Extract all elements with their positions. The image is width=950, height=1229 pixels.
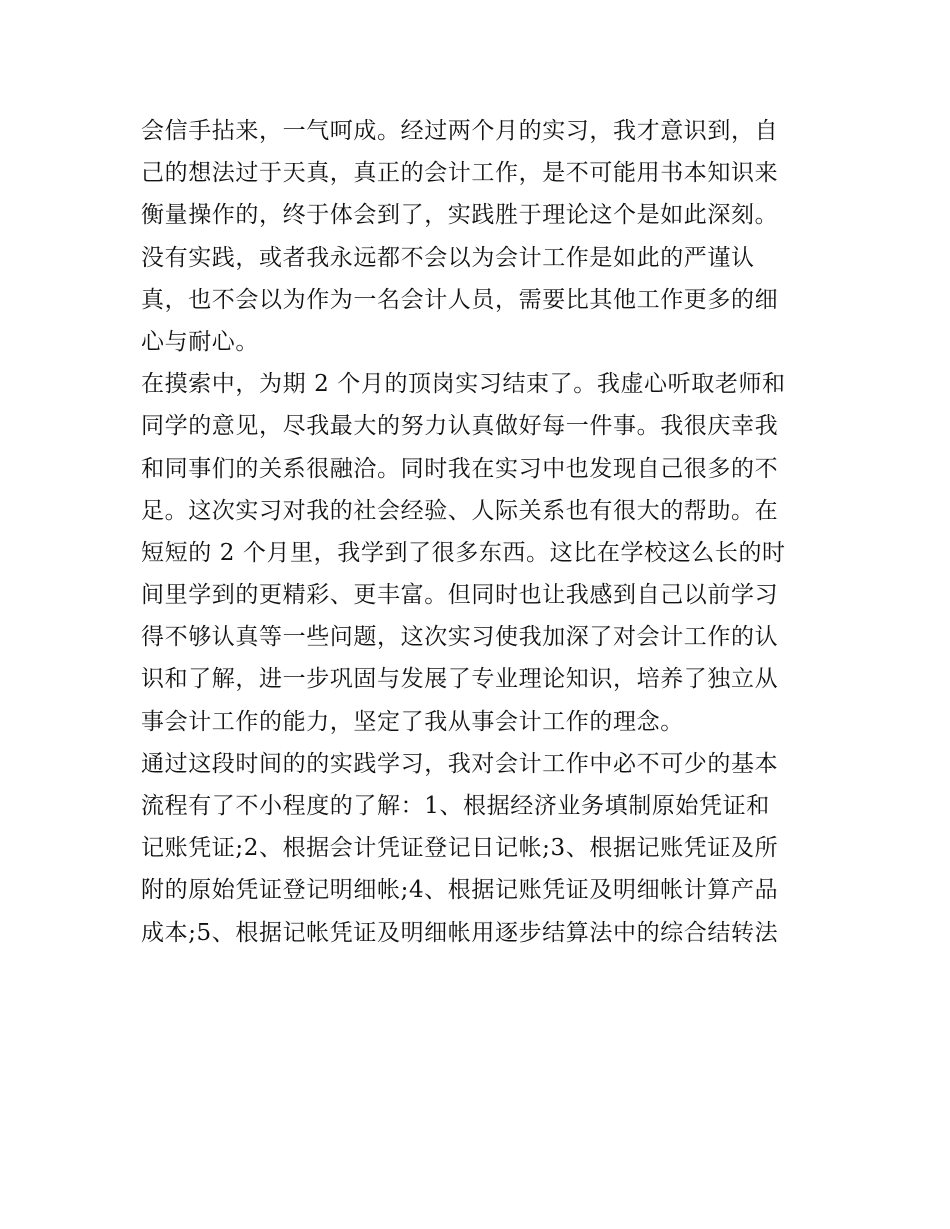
text-line: 足。这次实习对我的社会经验、人际关系也有很大的帮助。在 — [141, 497, 779, 524]
text-line: 间里学到的更精彩、更丰富。但同时也让我感到自己以前学习 — [141, 582, 779, 609]
text-line: 识和了解，进一步巩固与发展了专业理论知识，培养了独立从 — [141, 666, 779, 693]
document-body — [141, 110, 813, 954]
text-line: 成本;5、根据记帐凭证及明细帐用逐步结算法中的综合结转法 — [141, 919, 779, 946]
text-line: 得不够认真等一些问题，这次实习使我加深了对会计工作的认 — [141, 624, 779, 651]
text-line: 和同事们的关系很融洽。同时我在实习中也发现自己很多的不 — [141, 455, 779, 482]
text-line: 附的原始凭证登记明细帐;4、根据记账凭证及明细帐计算产品 — [141, 877, 779, 904]
text-line: 流程有了不小程度的了解：1、根据经济业务填制原始凭证和 — [141, 793, 770, 819]
text-line: 记账凭证;2、根据会计凭证登记日记帐;3、根据记账凭证及所 — [141, 835, 779, 862]
text-line: 没有实践，或者我永远都不会以为会计工作是如此的严谨认 — [141, 244, 755, 271]
text-line: 短短的 2 个月里，我学到了很多东西。这比在学校这么长的时 — [141, 539, 786, 566]
text-line: 同学的意见，尽我最大的努力认真做好每一件事。我很庆幸我 — [141, 413, 779, 440]
text-line: 真，也不会以为作为一名会计人员，需要比其他工作更多的细 — [141, 286, 779, 313]
text-line: 事会计工作的能力，坚定了我从事会计工作的理念。 — [141, 708, 684, 735]
text-line: 在摸索中，为期 2 个月的顶岗实习结束了。我虚心听取老师和 — [141, 371, 786, 398]
text-line: 衡量操作的，终于体会到了，实践胜于理论这个是如此深刻。 — [141, 202, 779, 229]
text-line: 己的想法过于天真，真正的会计工作，是不可能用书本知识来 — [141, 160, 779, 187]
text-line: 通过这段时间的的实践学习，我对会计工作中必不可少的基本 — [141, 750, 779, 777]
text-line: 会信手拈来，一气呵成。经过两个月的实习，我才意识到，自 — [141, 118, 779, 144]
text-line: 心与耐心。 — [141, 328, 259, 355]
